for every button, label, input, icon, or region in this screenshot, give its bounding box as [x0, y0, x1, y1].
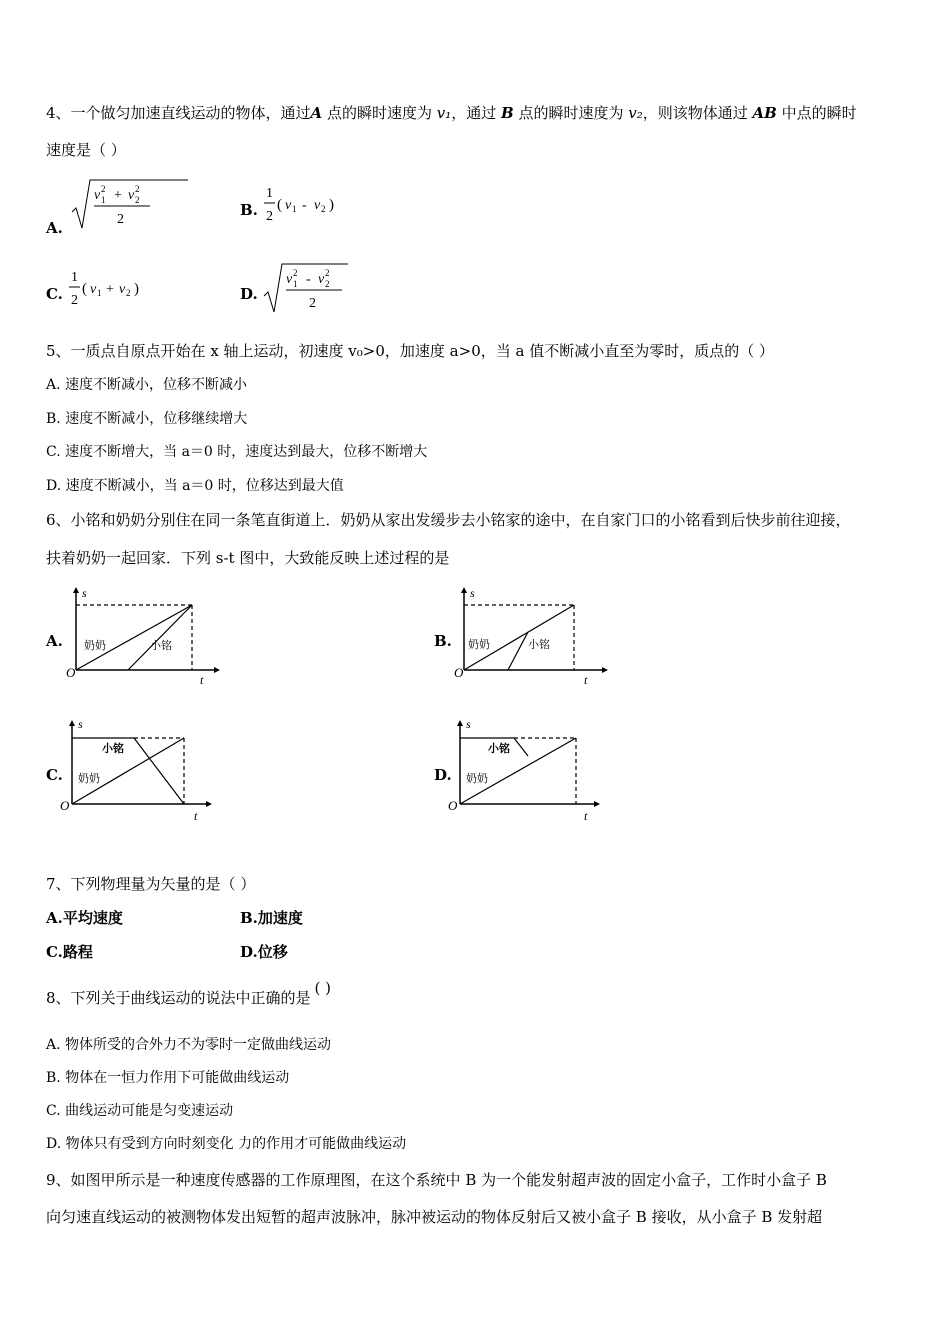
q4-stem-line1: 4、一个做匀加速直线运动的物体，通过A 点的瞬时速度为 v₁，通过 B 点的瞬时速度为 v₂，则该物体通过 AB 中点的瞬时: [46, 104, 857, 122]
svg-text:(: (: [276, 197, 282, 213]
q6-stem-line2: 扶着奶奶一起回家．下列 s-t 图中，大致能反映上述过程的是: [46, 549, 450, 567]
svg-text:2: 2: [125, 288, 131, 298]
q7-option-c[interactable]: C.路程: [46, 943, 93, 961]
axis-t-label: t: [584, 673, 588, 685]
axis-t-label: t: [194, 809, 198, 822]
q5-option-b[interactable]: B. 速度不断减小，位移继续增大: [46, 411, 248, 427]
svg-text:v: v: [118, 282, 125, 297]
nainai-label: 奶奶: [468, 638, 490, 651]
axis-t-label: t: [200, 673, 204, 685]
xiaoming-label: 小铭: [102, 742, 124, 755]
q4-option-b[interactable]: B. 1 2 ( v 1 - v 2 ): [240, 180, 363, 228]
q6-stem-line1: 6、小铭和奶奶分别住在同一条笔直街道上．奶奶从家出发缓步去小铭家的途中，在自家门口的小铭看到后快步前往迎接，: [46, 511, 851, 529]
svg-text:v: v: [318, 272, 325, 287]
nainai-label: 奶奶: [78, 772, 100, 785]
q5-option-a[interactable]: A. 速度不断减小，位移不断减小: [46, 377, 248, 393]
q9-stem-line1: 9、如图甲所示是一种速度传感器的工作原理图，在这个系统中 B 为一个能发射超声波的固定小盒子，工作时小盒子 B: [46, 1171, 827, 1189]
xiaoming-label: 小铭: [488, 742, 510, 755]
origin-label: O: [454, 665, 464, 680]
svg-text:v: v: [286, 272, 293, 287]
axis-t-label: t: [584, 809, 588, 822]
svg-text:2: 2: [325, 279, 330, 289]
q8-stem: 8、下列关于曲线运动的说法中正确的是( ): [46, 979, 332, 1007]
svg-text:2: 2: [325, 268, 330, 278]
q7-option-a[interactable]: A.平均速度: [46, 909, 123, 927]
q7-option-b[interactable]: B.加速度: [240, 909, 303, 927]
q6-option-a-label[interactable]: A.: [46, 632, 63, 650]
formula-b: [263, 180, 363, 228]
formula-c: [68, 264, 168, 312]
xiaoming-label: 小铭: [528, 638, 550, 651]
q8-option-c[interactable]: C. 曲线运动可能是匀变速运动: [46, 1103, 234, 1119]
sqrt-expression: [70, 178, 190, 235]
q8-option-d[interactable]: D. 物体只有受到方向时刻变化 力的作用才可能做曲线运动: [46, 1136, 407, 1152]
svg-text:2: 2: [309, 296, 317, 311]
axis-s-label: s: [78, 718, 83, 731]
svg-text:+: +: [105, 282, 114, 297]
q8-option-b[interactable]: B. 物体在一恒力作用下可能做曲线运动: [46, 1070, 290, 1086]
formula-a: [70, 178, 190, 230]
q7-stem: 7、下列物理量为矢量的是（ ）: [46, 875, 256, 893]
svg-text:2: 2: [293, 268, 298, 278]
svg-text:v: v: [313, 198, 320, 213]
q4-option-d[interactable]: D. v 1 2 - v 2 2 2: [240, 262, 382, 314]
origin-label: O: [66, 665, 76, 680]
q6-option-c-label[interactable]: C.: [46, 766, 63, 784]
svg-text:1: 1: [293, 279, 298, 289]
q5-stem: 5、一质点自原点开始在 x 轴上运动，初速度 v₀>0，加速度 a>0，当 a 值不断减小直至为零时，质点的（ ）: [46, 342, 774, 360]
q4-stem-line2: 速度是（ ）: [46, 141, 126, 159]
svg-text:2: 2: [265, 209, 273, 224]
svg-text:-: -: [301, 198, 307, 213]
axis-s-label: s: [470, 586, 475, 600]
origin-label: O: [448, 798, 458, 813]
svg-text:1: 1: [291, 204, 297, 214]
formula-d: [262, 262, 382, 314]
svg-text:v: v: [284, 198, 291, 213]
svg-text:v: v: [89, 282, 96, 297]
axis-s-label: s: [82, 586, 87, 600]
svg-text:-: -: [306, 272, 312, 287]
svg-text:2: 2: [320, 204, 326, 214]
nainai-label: 奶奶: [466, 772, 488, 785]
q7-option-d[interactable]: D.位移: [240, 943, 288, 961]
axis-s-label: s: [466, 718, 471, 731]
q6-graph-a[interactable]: [64, 585, 224, 685]
nainai-label: 奶奶: [84, 639, 106, 652]
q8-option-a[interactable]: A. 物体所受的合外力不为零时一定做曲线运动: [46, 1037, 332, 1053]
svg-text:v: v: [93, 188, 100, 203]
svg-text:2: 2: [134, 195, 140, 205]
svg-text:2: 2: [134, 184, 140, 194]
q4-option-c[interactable]: C. 1 2 ( v 1 + v 2 ): [46, 264, 168, 312]
svg-text:1: 1: [70, 270, 78, 285]
svg-text:1: 1: [96, 288, 102, 298]
xiaoming-label: 小铭: [150, 639, 172, 652]
q6-graph-d[interactable]: [448, 718, 608, 822]
svg-text:+: +: [113, 188, 122, 203]
q6-graph-c[interactable]: [60, 718, 220, 822]
q6-graph-b[interactable]: [452, 585, 612, 685]
svg-text:v: v: [127, 188, 134, 203]
svg-text:): ): [328, 197, 334, 213]
origin-label: O: [60, 798, 70, 813]
q6-option-b-label[interactable]: B.: [434, 632, 452, 650]
q6-option-d-label[interactable]: D.: [434, 766, 452, 784]
q4-option-a[interactable]: A. v 1 2 + v 2 2 2: [46, 178, 190, 235]
svg-text:2: 2: [70, 293, 78, 308]
svg-text:): ): [133, 281, 139, 297]
q9-stem-line2: 向匀速直线运动的被测物体发出短暂的超声波脉冲，脉冲被运动的物体反射后又被小盒子 B 接收，从小盒子 B 发射超: [46, 1208, 823, 1226]
svg-text:(: (: [81, 281, 87, 297]
svg-text:2: 2: [116, 212, 124, 227]
q5-option-c[interactable]: C. 速度不断增大，当 a＝0 时，速度达到最大，位移不断增大: [46, 444, 428, 460]
svg-text:2: 2: [100, 184, 106, 194]
q5-option-d[interactable]: D. 速度不断减小，当 a＝0 时，位移达到最大值: [46, 478, 344, 494]
svg-text:1: 1: [265, 186, 273, 201]
svg-text:1: 1: [100, 195, 106, 205]
